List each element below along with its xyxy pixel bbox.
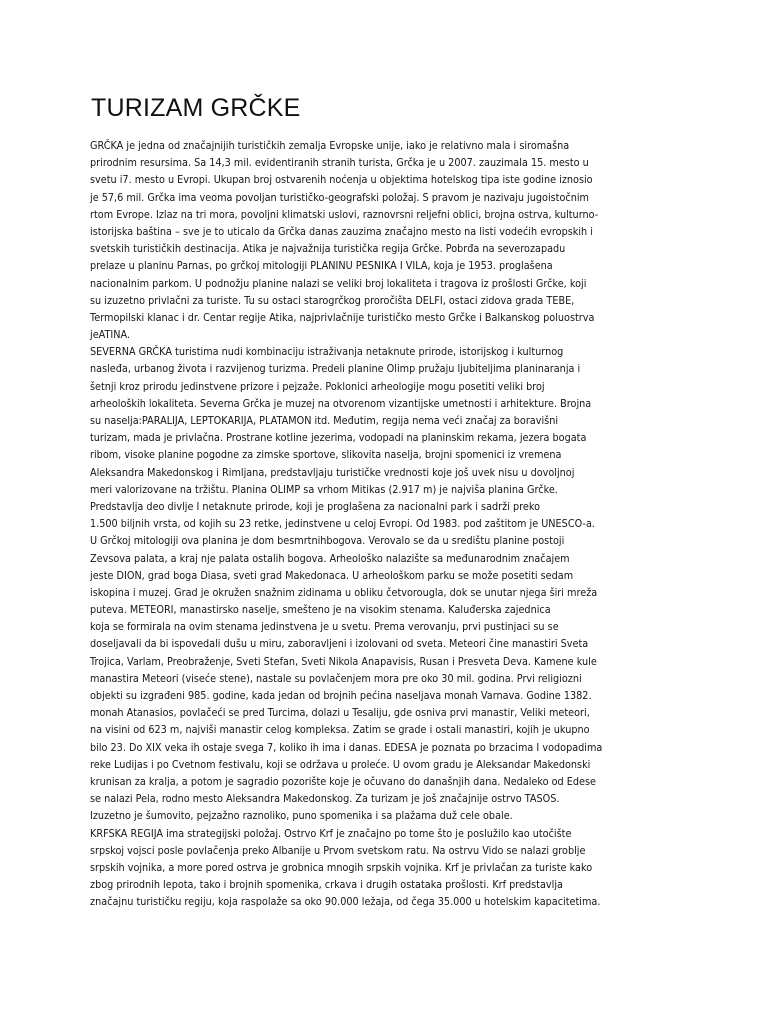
text-line: KRFSKA REGIJA ima strategijski položaj. Ostrvo Krf je značajno po tome što je poslužilo kao utočište — [90, 826, 572, 840]
text-line: srpskih vojnika, a more pored ostrva je grobnica mnogih srpskih vojnika. Krf je privlačan za turiste kako — [90, 860, 593, 874]
text-line: meri valorizovane na tržištu. Planina OLIMP sa vrhom Mitikas (2.917 m) je najviša planina Grčke. — [90, 482, 558, 496]
text-line: objekti su izgrađeni 985. godine, kada jedan od brojnih pećina naseljava monah Varnava. Godine 1382. — [90, 689, 592, 702]
text-line: Aleksandra Makedonskog i Rimljana, predstavljaju turističke vrednosti koje još uvek nisu u dovoljnoj — [90, 465, 575, 479]
document-body — [90, 137, 618, 910]
text-line: 1.500 biljnih vrsta, od kojih su 23 retke, jedinstvene u celoj Evropi. Od 1983. pod zaštitom je UNESCO-a. — [90, 517, 595, 531]
text-line: bilo 23. Do XIX veka ih ostaje svega 7, koliko ih ima i danas. EDESA je poznata po brzacima I vodopadima — [90, 740, 603, 754]
text-line: reke Ludijas i po Cvetnom festivalu, koji se održava u proleće. U ovom gradu je Aleksandar Makedonski — [90, 757, 591, 771]
text-line: Zevsova palata, a kraj nje palata ostalih bogova. Arheološko nalazište sa međunarodnim značajem — [90, 551, 570, 565]
text-line: krunisan za kralja, a potom je sagradio pozorište koje je očuvano do današnjih dana. Nedaleko od Edese — [90, 774, 596, 788]
text-line: ribom, visoke planine pogodne za zimske sportove, slikovita naselja, brojni spomenici iz vremena — [90, 448, 562, 462]
document-title: TURIZAM GRČKE — [91, 94, 301, 122]
text-line: iskopina i muzej. Grad je okružen snažnim zidinama u obliku četvorougla, dok se unutar njega širi mreža — [90, 585, 598, 599]
text-line: turizam, mada je privlačna. Prostrane kotline jezerima, vodopadi na planinskim rekama, jezera bogata — [90, 431, 587, 445]
text-line: na visini od 623 m, najviši manastir celog kompleksa. Zatim se grade i ostali manastiri, kojih je ukupno — [90, 723, 590, 737]
text-line: GRČKA je jedna od značajnijih turističkih zemalja Evropske unije, iako je relativno mala i siromašna — [90, 139, 570, 152]
text-line: svetu i7. mesto u Evropi. Ukupan broj ostvarenih noćenja u objektima hotelskog tipa iste godine iznosio — [90, 173, 593, 187]
text-line: arheoloških lokaliteta. Severna Grčka je muzej na otvorenom vizantijske umetnosti i arhitekture. Brojna — [90, 396, 592, 410]
text-line: nasleđa, urbanog života i razvijenog turizma. Predeli planine Olimp pružaju ljubiteljima planinaranja i — [90, 362, 581, 376]
text-line: se nalazi Pela, rodno mesto Aleksandra Makedonskog. Za turizam je još značajnije ostrvo TASOS. — [90, 792, 560, 806]
text-line: U Grčkoj mitologiji ova planina je dom besmrtnihbogova. Verovalo se da u središtu planine postoji — [90, 534, 565, 548]
text-line: Termopilski klanac i dr. Centar regije Atika, najprivlačnije turističko mesto Grčke i Balkanskog poluostrva — [90, 310, 595, 324]
text-line: SEVERNA GRČKA turistima nudi kombinaciju istraživanja netaknute prirode, istorijskog i kulturnog — [90, 345, 564, 359]
text-line: šetnji kroz prirodu jedinstvene prizore i pejzaže. Poklonici arheologije mogu posetiti veliki broj — [90, 379, 545, 393]
text-line: Predstavlja deo divlje I netaknute prirode, koji je proglašena za nacionalni park i sadrži preko — [90, 499, 541, 513]
text-line: je 57,6 mil. Grčka ima veoma povoljan turističko-geografski položaj. S pravom je nazivaju jugoistočnim — [90, 190, 589, 204]
text-line: koja se formirala na ovim stenama jedinstvena je u svetu. Prema verovanju, prvi pustinjaci su se — [90, 620, 559, 634]
text-line: značajnu turističku regiju, koja raspolaže sa oko 90.000 ležaja, od čega 35.000 u hotelskim kapacitetima. — [90, 895, 601, 909]
text-line: su izuzetno privlačni za turiste. Tu su ostaci starogrčkog proročišta DELFI, ostaci zidova grada TEBE, — [90, 293, 575, 307]
text-line: Izuzetno je šumovito, pejzažno raznoliko, puno spomenika i sa plažama duž cele obale. — [90, 809, 513, 823]
text-line: istorijska baština – sve je to uticalo da Grčka danas zauzima značajno mesto na listi vodećih evropskih i — [90, 224, 593, 238]
text-line: su naselja:PARALIJA, LEPTOKARIJA, PLATAMON itd. Međutim, regija nema veći značaj za boravišni — [90, 414, 559, 427]
text-line: monah Atanasios, povlačeći se pred Turcima, dolazi u Tesaliju, gde osniva prvi manastir, Veliki meteori, — [90, 706, 590, 720]
text-line: prelaze u planinu Parnas, po grčkoj mitologiji PLANINU PESNIKA I VILA, koja je 1953. proglašena — [90, 259, 553, 273]
text-line: nacionalnim parkom. U podnožju planine nalazi se veliki broj lokaliteta i tragova iz prošlosti Grčke, koji — [90, 276, 587, 290]
text-line: jeATINA. — [90, 328, 131, 342]
text-line: jeste DION, grad boga Diasa, sveti grad Makedonaca. U arheološkom parku se može posetiti sedam — [90, 568, 574, 582]
text-line: svetskih turističkih destinacija. Atika je najvažnija turistička regija Grčke. Pobrđa na severozapadu — [90, 242, 566, 256]
text-line: doseljavali da bi ispovedali dušu u miru, zaboravljeni i izolovani od sveta. Meteori čine manastiri Sveta — [90, 637, 589, 651]
text-line: puteva. METEORI, manastirsko naselje, smešteno je na visokim stenama. Kaluđerska zajednica — [90, 603, 551, 617]
text-line: srpskoj vojsci posle povlačenja preko Albanije u Prvom svetskom ratu. Na ostrvu Vido se nalazi groblje — [90, 843, 586, 857]
text-line: manastira Meteori (viseće stene), nastale su povlačenjem mora pre oko 30 mil. godina. Prvi religiozni — [90, 671, 582, 685]
text-line: zbog prirodnih lepota, tako i brojnih spomenika, crkava i drugih ostataka prošlosti. Krf predstavlja — [90, 878, 563, 892]
text-line: rtom Evrope. Izlaz na tri mora, povoljni klimatski uslovi, raznovrsni reljefni oblici, brojna ostrva, kulturno- — [90, 207, 599, 221]
text-line: Trojica, Varlam, Preobraženje, Sveti Stefan, Sveti Nikola Anapavisis, Rusan i Presveta Deva. Kamene kule — [90, 654, 597, 668]
text-line: prirodnim resursima. Sa 14,3 mil. evidentiranih stranih turista, Grčka je u 2007. zauzimala 15. mesto u — [90, 156, 589, 170]
